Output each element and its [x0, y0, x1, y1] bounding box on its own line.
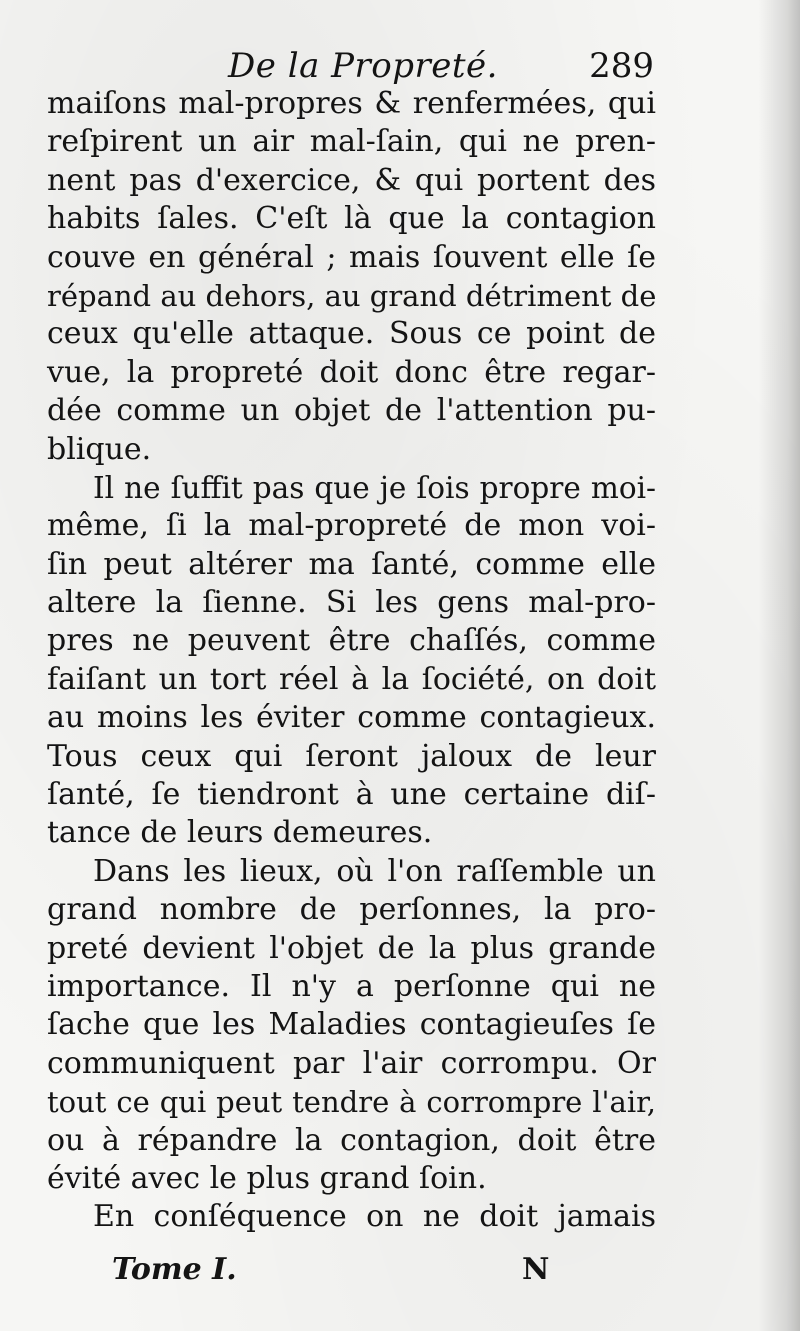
- text-line: blique.: [47, 431, 152, 467]
- text-line: habits ſales. C'eſt là que la contagion: [47, 201, 656, 237]
- text-line: importance. Il n'y a perſonne qui ne: [47, 968, 656, 1004]
- text-line: répand au dehors, au grand détriment de: [47, 278, 657, 313]
- text-line: ou à répandre la contagion, doit être: [47, 1122, 656, 1158]
- text-line: preté devient l'objet de la plus grande: [47, 930, 656, 966]
- paragraph-first-line: Il ne ſuffit pas que je ſois propre moi-: [93, 470, 656, 505]
- text-line: même, ſi la mal-propreté de mon voi-: [47, 508, 656, 544]
- text-line: ſanté, ſe tiendront à une certaine diſ-: [47, 777, 656, 813]
- page-number: 289: [589, 46, 654, 86]
- text-line: Tous ceux qui ſeront jaloux de leur: [47, 738, 656, 774]
- signature-mark: N: [522, 1252, 550, 1287]
- text-line: vue, la propreté doit donc être regar-: [47, 354, 656, 390]
- text-line: tout ce qui peut tendre à corrompre l'air,: [47, 1085, 656, 1120]
- text-line: ſin peut altérer ma ſanté, comme elle: [47, 546, 656, 582]
- text-line: communiquent par l'air corrompu. Or: [47, 1045, 656, 1081]
- volume-label: Tome I.: [112, 1252, 237, 1287]
- page-edge-shadow: [758, 0, 800, 1331]
- running-head: [44, 44, 654, 88]
- text-line: ſache que les Maladies contagieuſes ſe: [47, 1007, 656, 1043]
- text-line: ceux qu'elle attaque. Sous ce point de: [47, 316, 656, 352]
- paragraph-first-line: En conſéquence on ne doit jamais: [93, 1199, 656, 1235]
- text-line: maiſons mal-propres & renfermées, qui: [47, 86, 656, 121]
- page-footer: [112, 1250, 562, 1290]
- text-line: dée comme un objet de l'attention pu-: [47, 393, 656, 429]
- text-line: nent pas d'exercice, & qui portent des: [47, 162, 656, 198]
- body-text: [47, 85, 656, 1237]
- text-line: couve en général ; mais ſouvent elle ſe: [47, 239, 656, 275]
- text-line: pres ne peuvent être chaſſés, comme: [47, 623, 656, 659]
- text-line: altere la ſienne. Si les gens mal-pro-: [47, 585, 656, 621]
- text-line: évité avec le plus grand ſoin.: [47, 1160, 487, 1196]
- text-line: grand nombre de perſonnes, la pro-: [47, 892, 656, 928]
- text-line: faiſant un tort réel à la ſociété, on doit: [47, 661, 656, 697]
- running-title: De la Propreté.: [228, 46, 498, 86]
- text-line: tance de leurs demeures.: [47, 815, 433, 851]
- text-line: au moins les éviter comme contagieux.: [47, 700, 656, 736]
- paragraph-first-line: Dans les lieux, où l'on raſſemble un: [93, 853, 656, 889]
- text-line: reſpirent un air mal-ſain, qui ne pren-: [47, 124, 656, 160]
